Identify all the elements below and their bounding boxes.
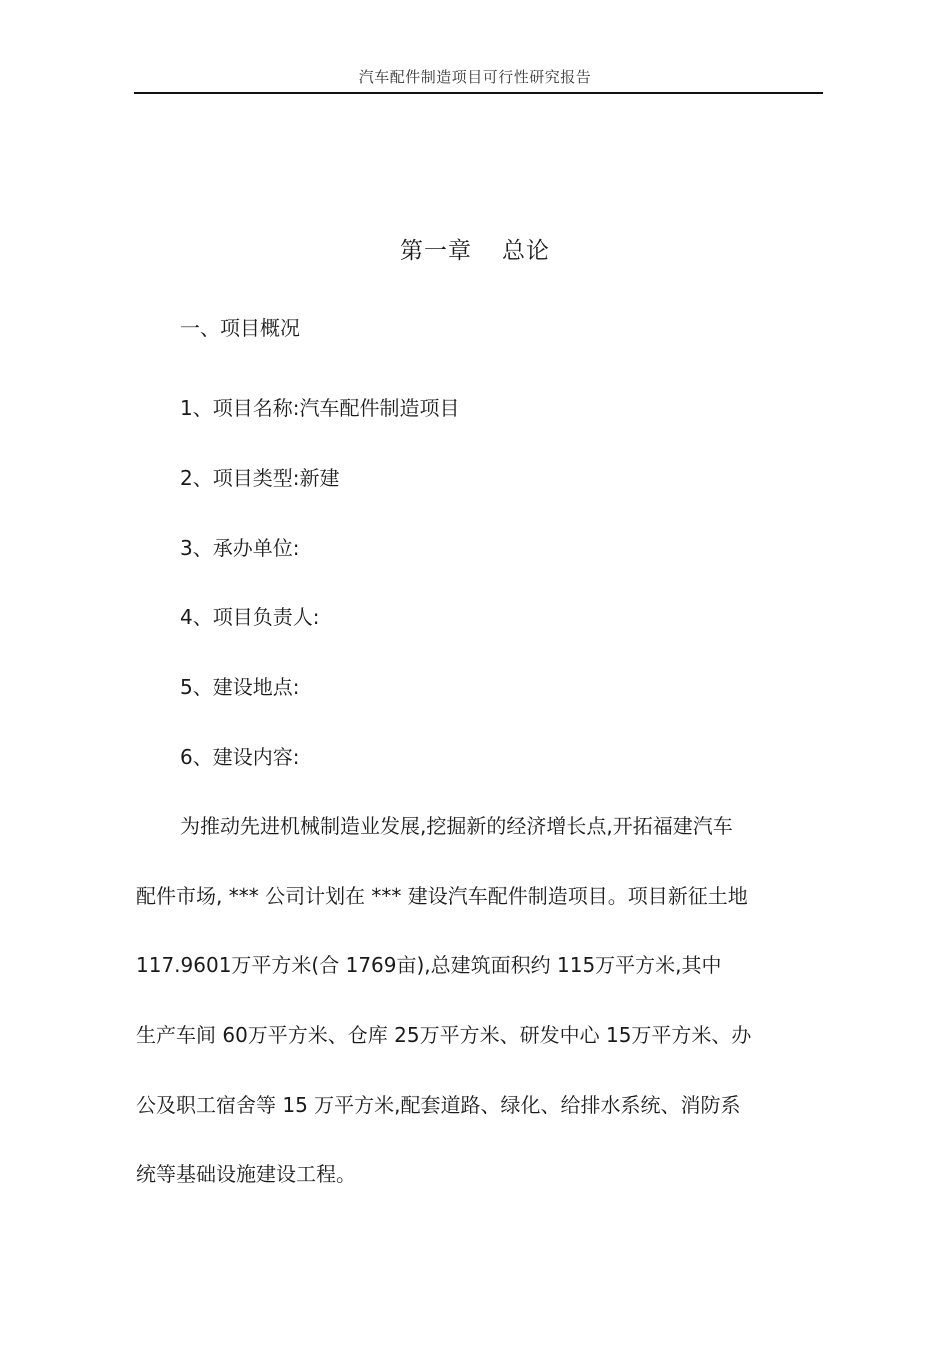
page-header-title: 汽车配件制造项目可行性研究报告 xyxy=(358,68,592,86)
item-project-leader: 4、项目负责人: xyxy=(180,605,320,629)
item-project-name: 1、项目名称:汽车配件制造项目 xyxy=(180,396,460,420)
chapter-number: 第一章 xyxy=(400,238,472,264)
paragraph-line: 统等基础设施建设工程。 xyxy=(136,1162,356,1186)
item-organizer: 3、承办单位: xyxy=(180,536,300,560)
item-project-type: 2、项目类型:新建 xyxy=(180,466,340,490)
paragraph-line: 为推动先进机械制造业发展,挖掘新的经济增长点,开拓福建汽车 xyxy=(180,814,733,838)
chapter-title xyxy=(0,232,950,265)
paragraph-line: 配件市场, *** 公司计划在 *** 建设汽车配件制造项目。项目新征土地 xyxy=(136,884,748,908)
paragraph-line: 生产车间 60万平方米、仓库 25万平方米、研发中心 15万平方米、办 xyxy=(136,1023,752,1047)
paragraph-line: 117.9601万平方米(合 1769亩),总建筑面积约 115万平方米,其中 xyxy=(136,953,722,977)
header-divider xyxy=(134,92,823,94)
item-construction-content: 6、建设内容: xyxy=(180,745,300,769)
chapter-name: 总论 xyxy=(502,238,550,264)
paragraph-line: 公及职工宿舍等 15 万平方米,配套道路、绿化、给排水系统、消防系 xyxy=(136,1093,741,1117)
item-location: 5、建设地点: xyxy=(180,675,300,699)
section-heading: 一、项目概况 xyxy=(180,316,300,340)
